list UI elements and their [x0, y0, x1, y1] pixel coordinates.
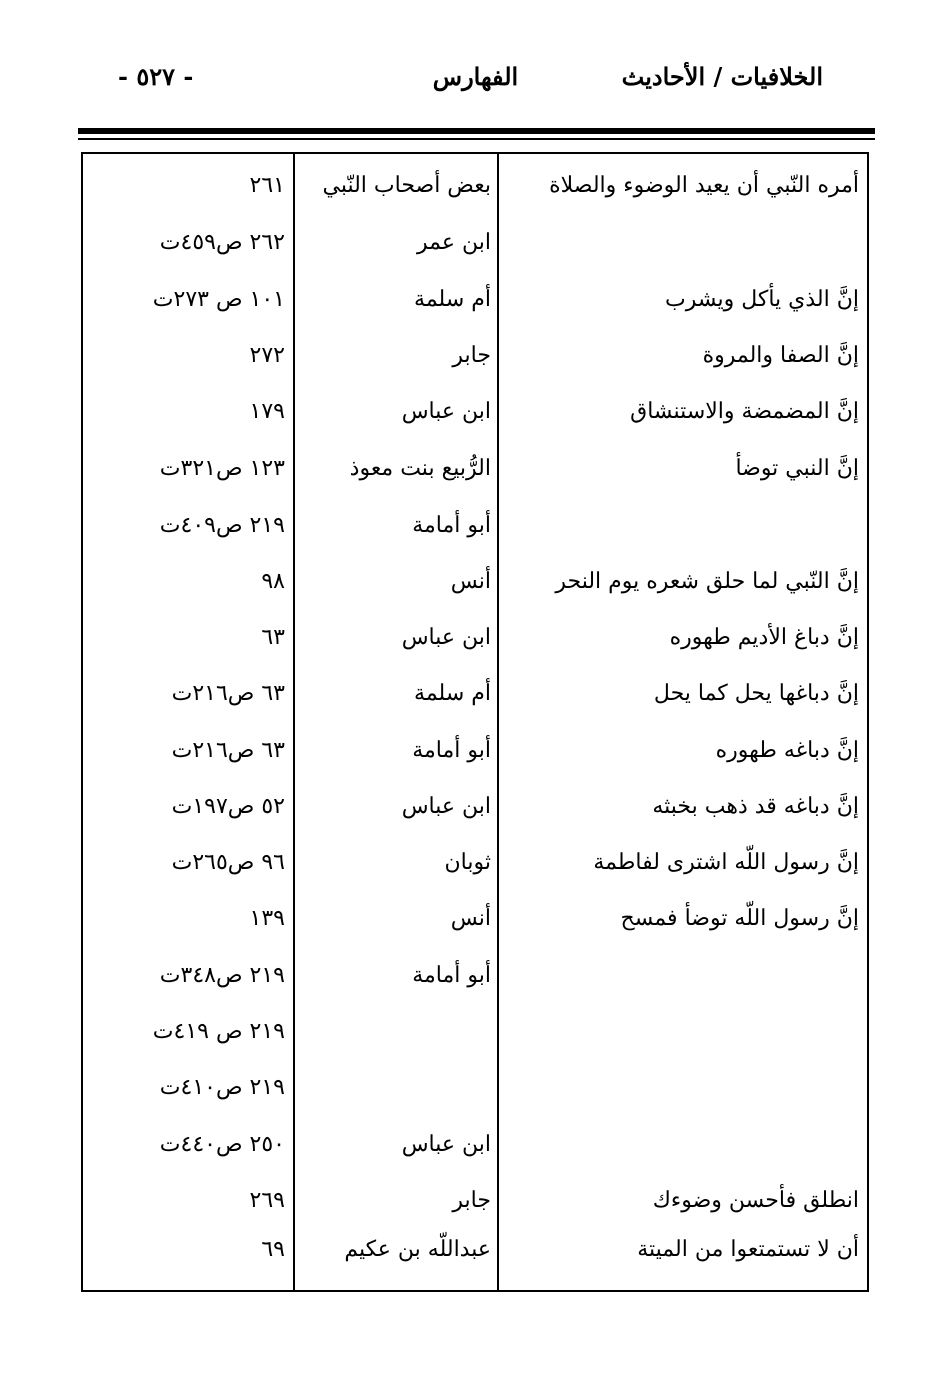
table-row	[83, 328, 867, 384]
hadith-text: إنَّ النّبي لما حلق شعره يوم النحر	[555, 569, 859, 594]
narrator	[301, 1004, 491, 1060]
table-row	[83, 948, 867, 1004]
hadith-text: إنَّ الصفا والمروة	[702, 343, 859, 368]
narrator: أبو أمامة	[412, 963, 491, 988]
table-row	[83, 1060, 867, 1116]
narrator	[301, 1060, 491, 1116]
reference: ٩٦ ص٢٦٥ت	[171, 850, 285, 875]
reference: ٦٣ ص٢١٦ت	[171, 681, 285, 706]
hadith-text	[504, 1060, 859, 1116]
table-row	[83, 1004, 867, 1060]
narrator: ثوبان	[444, 850, 491, 875]
table-row	[83, 384, 867, 440]
hadith-text	[504, 215, 859, 271]
table-row	[83, 498, 867, 554]
table-row	[83, 158, 867, 214]
table-row	[83, 554, 867, 610]
hadith-text: إنَّ دباغه طهوره	[715, 738, 859, 763]
reference: ٦٣ ص٢١٦ت	[171, 738, 285, 763]
hadith-text	[504, 948, 859, 1004]
hadith-index-table	[81, 152, 869, 1292]
reference: ٦٣	[261, 625, 285, 650]
table-row	[83, 441, 867, 497]
narrator: جابر	[452, 1188, 491, 1213]
reference: ٢١٩ ص ٤١٩ت	[152, 1019, 285, 1044]
page-number: - ٥٢٧ -	[118, 62, 194, 91]
table-row	[83, 1222, 867, 1278]
reference: ٢٦٩	[249, 1188, 285, 1213]
book-title: الخلافيات / الأحاديث	[621, 62, 823, 91]
hadith-text: إنَّ دباغه قد ذهب بخبثه	[652, 794, 859, 819]
hadith-text: أن لا تستمتعوا من الميتة	[637, 1237, 859, 1262]
table-row	[83, 835, 867, 891]
narrator: ابن عباس	[401, 794, 491, 819]
narrator: أم سلمة	[414, 681, 491, 706]
reference: ٢٦٢ ص٤٥٩ت	[159, 230, 285, 255]
table-row	[83, 215, 867, 271]
narrator: ابن عباس	[401, 625, 491, 650]
table-row	[83, 1117, 867, 1173]
narrator: بعض أصحاب النّبي	[322, 173, 491, 198]
narrator: أبو أمامة	[412, 738, 491, 763]
reference: ٥٢ ص١٩٧ت	[171, 794, 285, 819]
hadith-text	[504, 1004, 859, 1060]
reference: ٢١٩ ص٣٤٨ت	[159, 963, 285, 988]
hadith-text: إنَّ دباغها يحل كما يحل	[653, 681, 859, 706]
reference: ٩٨	[261, 569, 285, 594]
narrator: ابن عباس	[401, 399, 491, 424]
reference: ١٠١ ص ٢٧٣ت	[152, 287, 285, 312]
hadith-text	[504, 498, 859, 554]
hadith-text: إنَّ النبي توضأ	[735, 456, 859, 481]
narrator: أنس	[450, 906, 491, 931]
narrator: أنس	[450, 569, 491, 594]
narrator: عبداللّه بن عكيم	[344, 1237, 491, 1262]
hadith-text: أمره النّبي أن يعيد الوضوء والصلاة	[549, 173, 859, 198]
table-row	[83, 723, 867, 779]
hadith-text: إنَّ دباغ الأديم طهوره	[669, 625, 859, 650]
reference: ٦٩	[261, 1237, 285, 1262]
header-rule-thin	[78, 138, 875, 140]
table-row	[83, 666, 867, 722]
reference: ٢٦١	[249, 173, 285, 198]
reference: ٢٥٠ ص٤٤٠ت	[159, 1132, 285, 1157]
hadith-text: إنَّ الذي يأكل ويشرب	[664, 287, 859, 312]
reference: ١٢٣ ص٣٢١ت	[159, 456, 285, 481]
reference: ٢١٩ ص٤٠٩ت	[159, 513, 285, 538]
narrator: ابن عباس	[401, 1132, 491, 1157]
hadith-text: إنَّ رسول اللّه توضأ فمسح	[620, 906, 859, 931]
table-row	[83, 1173, 867, 1229]
reference: ٢١٩ ص٤١٠ت	[159, 1075, 285, 1100]
hadith-text: إنَّ رسول اللّه اشترى لفاطمة	[593, 850, 859, 875]
narrator: ابن عمر	[417, 230, 491, 255]
table-row	[83, 891, 867, 947]
narrator: الرُّبيع بنت معوذ	[349, 456, 491, 481]
reference: ١٣٩	[249, 906, 285, 931]
header-rule-thick	[78, 128, 875, 134]
hadith-text	[504, 1117, 859, 1173]
narrator: أم سلمة	[414, 287, 491, 312]
section-title: الفهارس	[432, 62, 519, 91]
table-row	[83, 610, 867, 666]
table-row	[83, 272, 867, 328]
hadith-text: إنَّ المضمضة والاستنشاق	[630, 399, 859, 424]
reference: ١٧٩	[249, 399, 285, 424]
narrator: أبو أمامة	[412, 513, 491, 538]
reference: ٢٧٢	[249, 343, 285, 368]
table-row	[83, 779, 867, 835]
hadith-text: انطلق فأحسن وضوءك	[652, 1188, 859, 1213]
narrator: جابر	[452, 343, 491, 368]
